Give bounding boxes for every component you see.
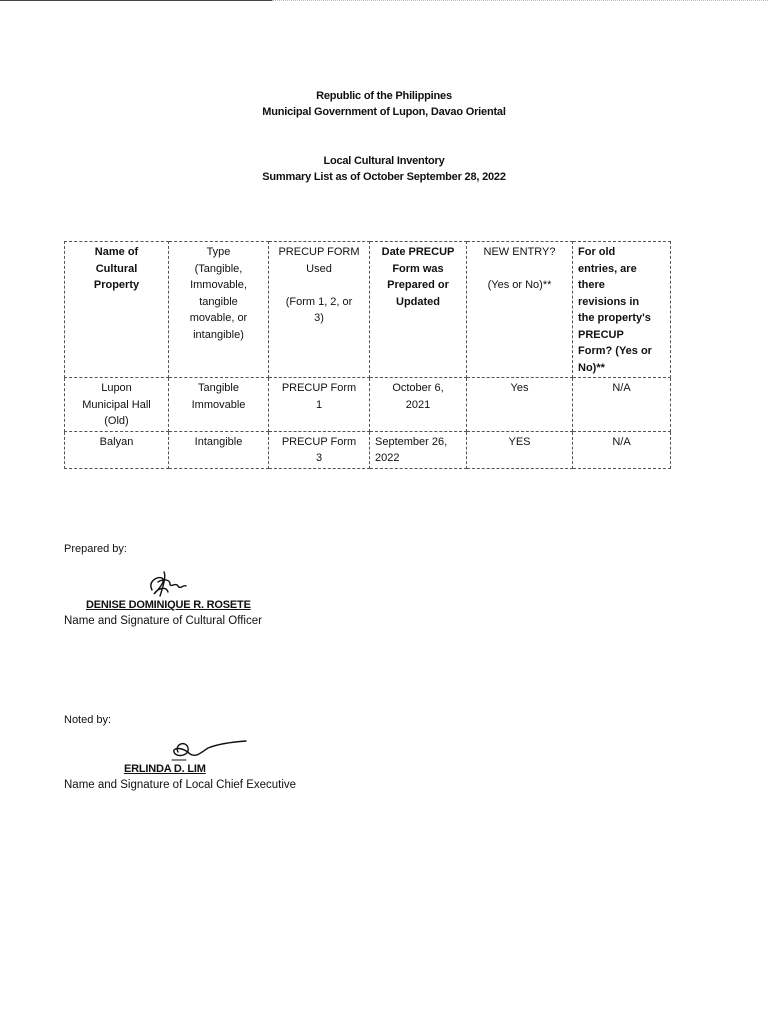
cell-text-line: September 26, [375,435,448,448]
cell-text-line: Tangible [198,382,239,394]
header-cell-new-entry [467,242,573,378]
table-header-row [65,242,671,378]
document-title-block [0,153,768,185]
cell-text-line: 1 [315,398,323,411]
cell-date [370,431,467,468]
cell-text-line [274,277,364,294]
cell-text-line: Municipal Hall [82,398,151,411]
table-row [65,431,671,468]
cell-property-name [65,378,169,432]
cell-text-line: movable, or [189,312,248,324]
cell-new-entry: YES [467,431,573,468]
cell-text-line: (Yes or No)** [487,279,552,291]
cell-text-line: Immovable, [190,279,247,291]
noted-by-caption: Name and Signature of Local Chief Executive [64,779,297,791]
cell-text-line: (Form 1, 2, or [285,295,353,308]
cell-text-line: entries, are [578,262,637,275]
cell-text-line: 2021 [405,398,431,411]
cell-type [169,431,269,468]
table-row [65,378,671,432]
header-cell-revisions [573,242,671,378]
header-cell-type [169,242,269,378]
government-header [0,88,768,120]
cell-text-line: Intangible [194,435,243,448]
cell-new-entry: Yes [467,378,573,432]
cell-text-line: PRECUP Form [281,435,357,448]
cell-text-line [472,261,567,278]
cell-text-line: 2022 [375,452,400,464]
cell-text-line: Date PRECUP [381,246,455,258]
top-scan-rule [0,0,272,1]
top-scan-rule-faint [272,0,768,1]
cell-text-line: Used [306,262,332,275]
cell-form [269,378,370,432]
document-subtitle: Summary List as of October September 28, 2022 [262,171,506,183]
cell-text-line: intangible) [193,328,244,341]
cell-text-line: Balyan [99,435,134,448]
cell-text-line: NEW ENTRY? [483,246,556,258]
prepared-by-caption: Name and Signature of Cultural Officer [64,615,262,627]
cell-text-line: October 6, [392,382,444,394]
cell-text-line: Immovable [191,398,246,411]
header-line-republic: Republic of the Philippines [316,90,452,102]
cell-text-line: Prepared or [387,279,449,291]
prepared-by-label: Prepared by: [64,543,127,555]
cell-text-line: PRECUP [578,328,624,341]
cell-text-line: revisions in [578,295,640,308]
cell-text-line: No)** [578,361,605,374]
inventory-table [64,241,671,469]
cell-date [370,378,467,432]
prepared-by-name: DENISE DOMINIQUE R. ROSETE [86,599,251,611]
cell-property-name [65,431,169,468]
cell-text-line: tangible [199,295,238,308]
cell-text-line: (Old) [104,415,129,427]
cell-text-line: 3) [314,312,324,324]
cell-text-line: Form was [392,262,444,275]
cell-text-line: the property's [578,312,651,324]
header-cell-form [269,242,370,378]
cell-text-line: Type [206,246,231,258]
header-cell-name [65,242,169,378]
cell-text-line: PRECUP FORM [278,246,360,258]
cell-revisions: N/A [573,378,671,432]
cell-text-line: Lupon [101,382,132,394]
cell-text-line: 3 [315,452,323,464]
cell-text-line: For old [578,246,616,258]
cell-text-line: Form? (Yes or [578,345,652,357]
cell-text-line: there [578,279,605,291]
header-cell-date [370,242,467,378]
cell-text-line: PRECUP Form [281,382,357,394]
cell-text-line: Updated [396,295,440,308]
header-line-municipality: Municipal Government of Lupon, Davao Oriental [262,106,506,118]
cell-text-line: (Tangible, [194,262,243,275]
document-title: Local Cultural Inventory [323,155,445,167]
noted-by-label: Noted by: [64,714,112,726]
inventory-table-wrapper [64,241,670,469]
cell-text-line: Property [93,279,140,291]
cell-text-line: Name of [94,246,139,258]
noted-by-name: ERLINDA D. LIM [124,763,206,775]
cell-form [269,431,370,468]
cell-text-line: Cultural [95,262,138,275]
cell-revisions: N/A [573,431,671,468]
cell-type [169,378,269,432]
